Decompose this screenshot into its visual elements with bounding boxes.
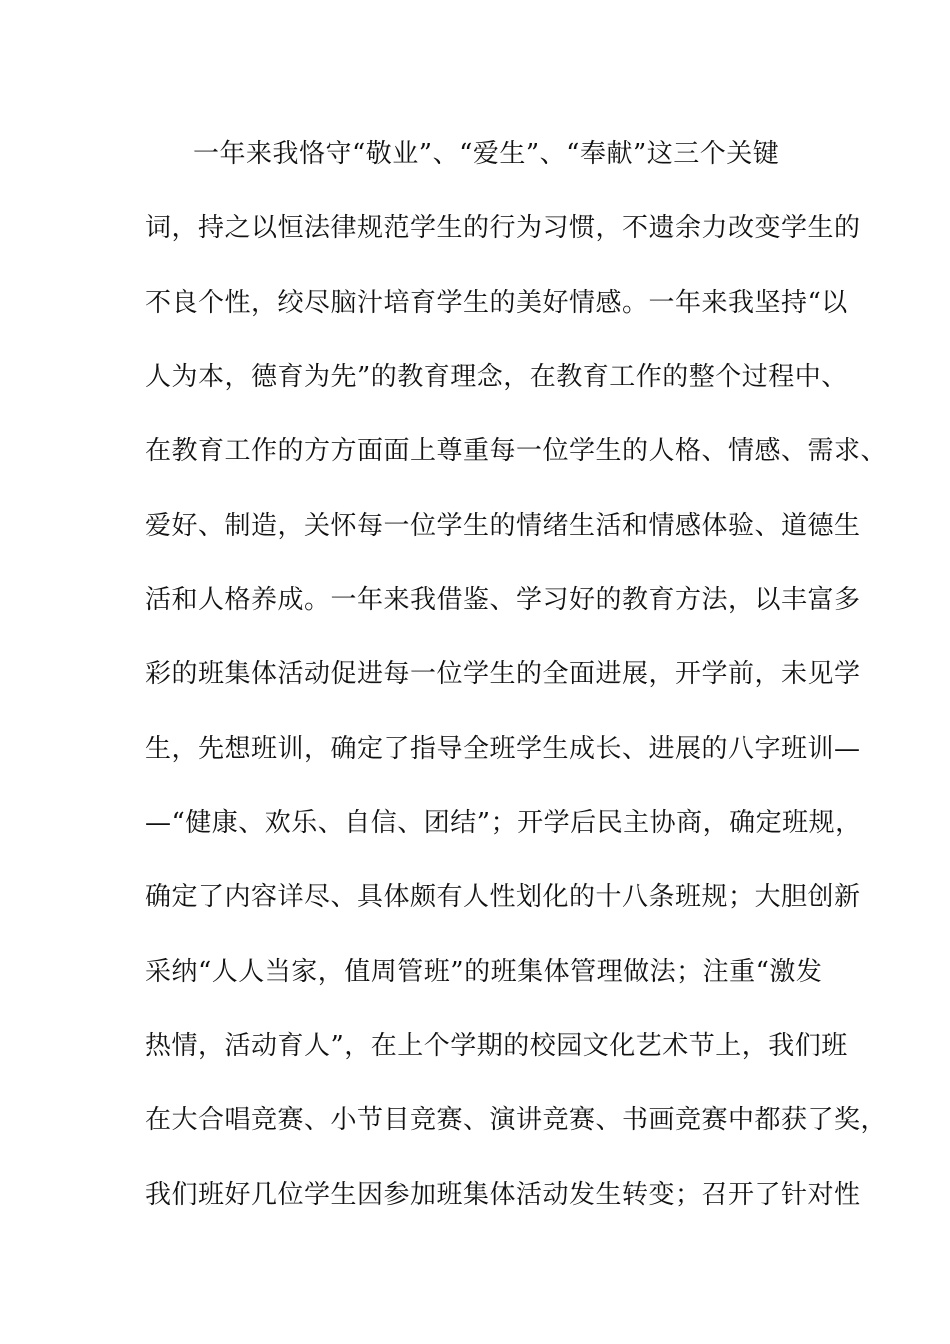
paragraph-line-4: 人为本，德育为先”的教育理念，在教育工作的整个过程中、 [145, 362, 848, 392]
paragraph-line-10: —“健康、欢乐、自信、团结”；开学后民主协商，确定班规， [145, 808, 862, 838]
paragraph-line-7: 活和人格养成。一年来我借鉴、学习好的教育方法，以丰富多 [145, 585, 861, 615]
paragraph-line-1: 一年来我恪守“敬业”、“爱生”、“奉献”这三个关键 [193, 139, 780, 169]
paragraph-line-12: 采纳“人人当家，值周管班”的班集体管理做法；注重“激发 [145, 957, 823, 987]
paragraph-line-11: 确定了内容详尽、具体颇有人性划化的十八条班规；大胆创新 [145, 882, 861, 912]
paragraph-line-13: 热情，活动育人”，在上个学期的校园文化艺术节上，我们班 [145, 1031, 848, 1061]
paragraph-line-9: 生，先想班训，确定了指导全班学生成长、进展的八字班训— [145, 734, 861, 764]
paragraph-line-15: 我们班好几位学生因参加班集体活动发生转变；召开了针对性 [145, 1180, 861, 1210]
paragraph-line-8: 彩的班集体活动促进每一位学生的全面进展，开学前，未见学 [145, 659, 861, 689]
paragraph-line-14: 在大合唱竞赛、小节目竞赛、演讲竞赛、书画竞赛中都获了奖， [145, 1105, 888, 1135]
paragraph-line-3: 不良个性，绞尽脑汁培育学生的美好情感。一年来我坚持“以 [145, 288, 848, 318]
paragraph-line-6: 爱好、制造，关怀每一位学生的情绪生活和情感体验、道德生 [145, 511, 861, 541]
paragraph-line-2: 词，持之以恒法律规范学生的行为习惯，不遗余力改变学生的 [145, 213, 861, 243]
paragraph-line-5: 在教育工作的方方面面上尊重每一位学生的人格、情感、需求、 [145, 436, 888, 466]
